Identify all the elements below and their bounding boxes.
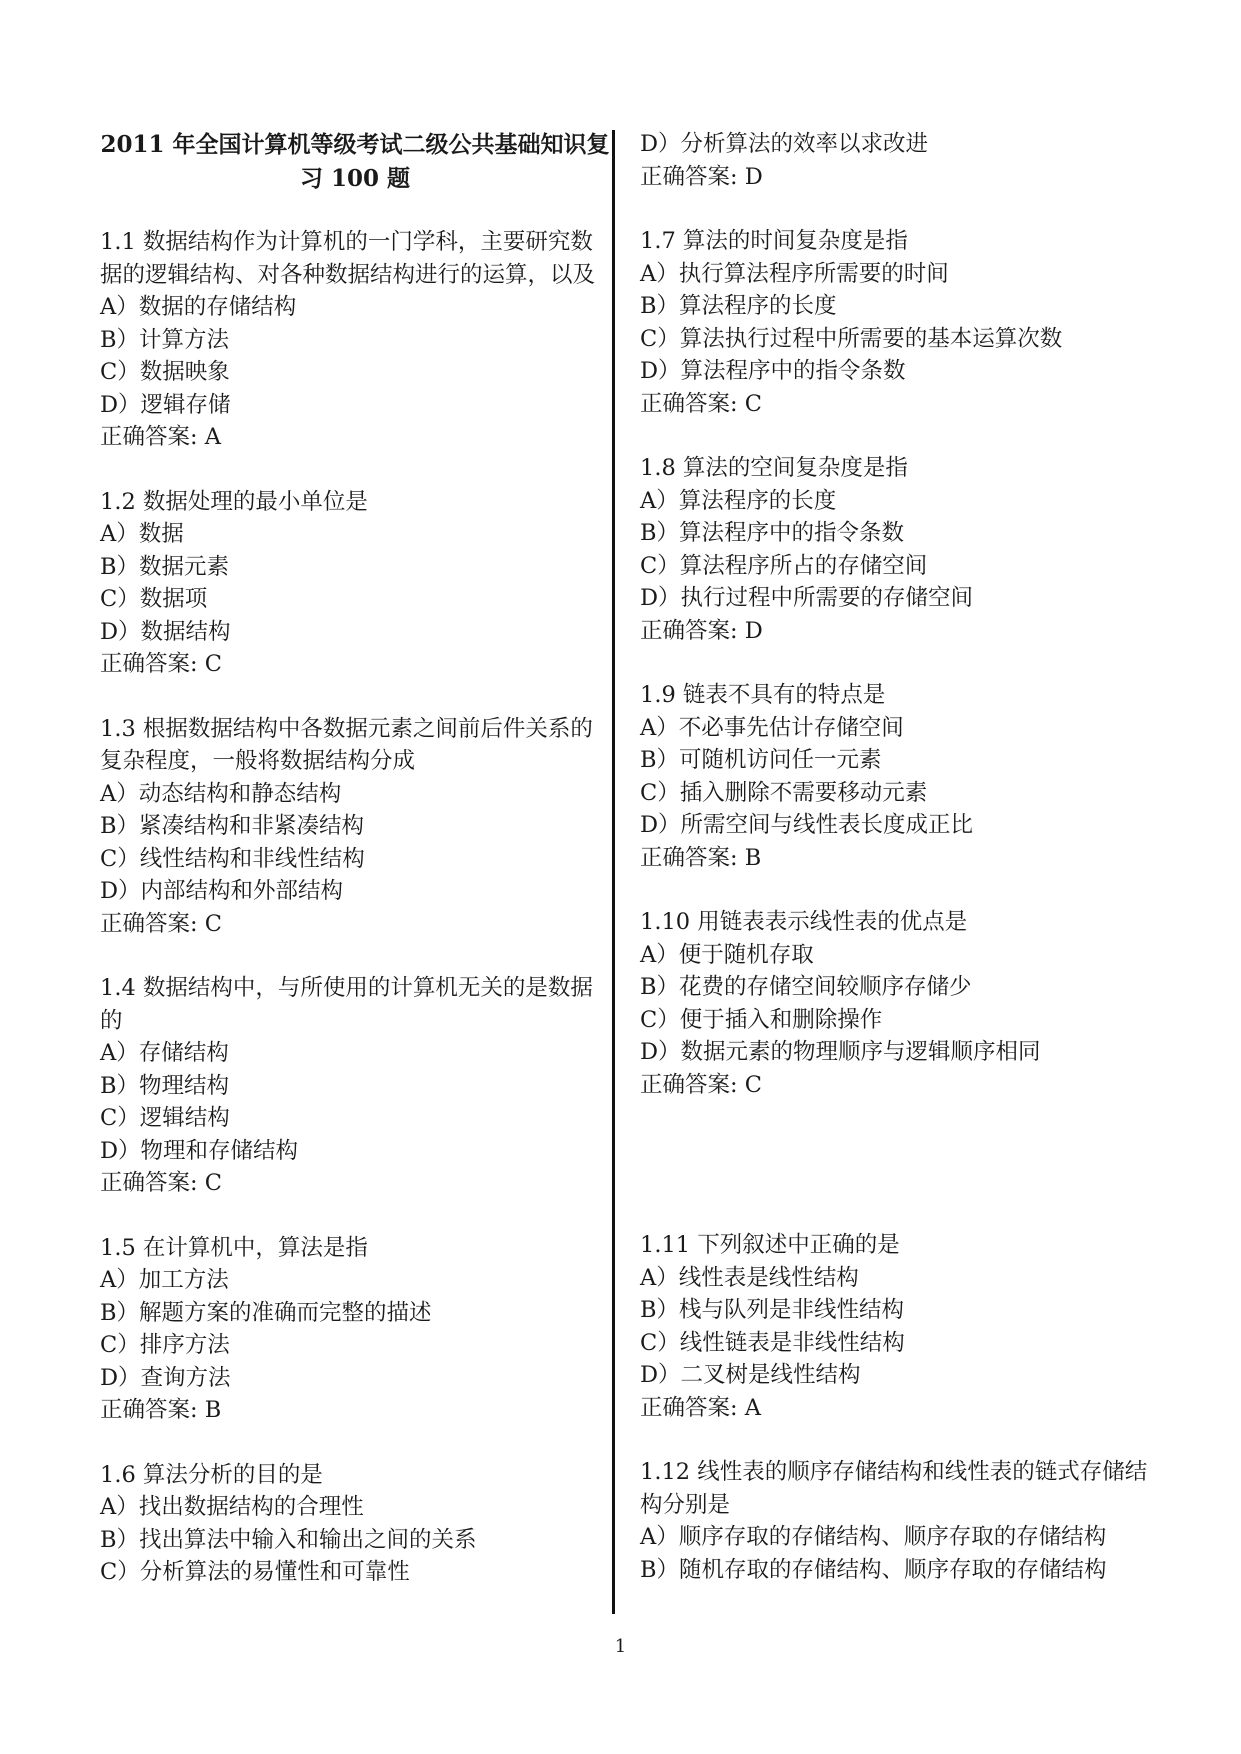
answer: 正确答案: B <box>640 844 762 871</box>
answer: 正确答案: D <box>640 617 763 644</box>
option: A）便于随机存取 <box>640 941 814 968</box>
question-text: 1.1 数据结构作为计算机的一门学科，主要研究数据的逻辑结构、对各种数据结构进行的运算，以及 <box>100 229 596 288</box>
left-column <box>100 128 610 1621</box>
question-text: 1.6 算法分析的目的是 <box>100 1461 323 1488</box>
question-block <box>640 452 1150 647</box>
option: D）逻辑存储 <box>100 391 231 418</box>
option: D）分析算法的效率以求改进 <box>640 131 929 157</box>
option: B）花费的存储空间较顺序存储少 <box>640 974 972 1000</box>
option: B）物理结构 <box>100 1072 230 1099</box>
question-block <box>640 679 1150 874</box>
left-question-list <box>100 226 610 1589</box>
right-question-list-b <box>640 1229 1150 1586</box>
question-block <box>100 713 610 941</box>
answer: 正确答案: A <box>100 424 221 450</box>
question-block <box>100 1459 610 1589</box>
option: C）便于插入和删除操作 <box>640 1006 883 1033</box>
question-text: 1.12 线性表的顺序存储结构和线性表的链式存储结构分别是 <box>640 1459 1148 1518</box>
option: B）紧凑结构和非紧凑结构 <box>100 813 365 839</box>
option: B）计算方法 <box>100 326 230 353</box>
column-divider <box>612 130 615 1614</box>
option: A）存储结构 <box>100 1040 229 1066</box>
question-text: 1.4 数据结构中，与所使用的计算机无关的是数据的 <box>100 975 593 1034</box>
question-block <box>640 1456 1150 1586</box>
option: C）数据映象 <box>100 359 230 385</box>
option: A）加工方法 <box>100 1267 229 1293</box>
question-text: 1.3 根据数据结构中各数据元素之间前后件关系的复杂程度，一般将数据结构分成 <box>100 715 593 774</box>
option: A）线性表是线性结构 <box>640 1264 859 1291</box>
answer: 正确答案: A <box>640 1394 761 1421</box>
question-text: 1.10 用链表表示线性表的优点是 <box>640 909 968 935</box>
question-text: 1.7 算法的时间复杂度是指 <box>640 228 908 254</box>
option: D）执行过程中所需要的存储空间 <box>640 585 974 611</box>
right-column <box>640 128 1150 1618</box>
question-block <box>100 486 610 681</box>
right-question-list-a <box>640 225 1150 1101</box>
option: C）分析算法的易懂性和可靠性 <box>100 1559 410 1585</box>
option: B）栈与队列是非线性结构 <box>640 1297 905 1323</box>
answer: 正确答案: C <box>100 910 222 937</box>
option: D）数据结构 <box>100 618 231 645</box>
option: A）不必事先估计存储空间 <box>640 714 904 741</box>
option: C）线性链表是非线性结构 <box>640 1329 905 1356</box>
option: A）数据的存储结构 <box>100 294 297 320</box>
option: A）找出数据结构的合理性 <box>100 1494 364 1520</box>
option: C）排序方法 <box>100 1332 230 1358</box>
option: A）算法程序的长度 <box>640 487 837 514</box>
option: B）可随机访问任一元素 <box>640 747 882 773</box>
option: C）线性结构和非线性结构 <box>100 845 365 872</box>
answer: 正确答案: C <box>640 390 762 417</box>
option: A）数据 <box>100 521 184 547</box>
option: D）内部结构和外部结构 <box>100 878 344 904</box>
answer: 正确答案: C <box>640 1071 762 1098</box>
column-gap <box>640 1133 1150 1229</box>
option: B）随机存取的存储结构、顺序存取的存储结构 <box>640 1556 1107 1583</box>
answer: 正确答案: D <box>640 163 763 190</box>
option: C）逻辑结构 <box>100 1105 230 1131</box>
option: D）算法程序中的指令条数 <box>640 358 906 384</box>
page-title: 2011 年全国计算机等级考试二级公共基础知识复习 100 题 <box>100 131 610 192</box>
option: D）查询方法 <box>100 1364 231 1391</box>
answer: 正确答案: B <box>100 1397 222 1423</box>
option: C）算法程序所占的存储空间 <box>640 552 928 579</box>
question-block <box>100 226 610 454</box>
option: B）找出算法中输入和输出之间的关系 <box>100 1526 477 1553</box>
option: D）数据元素的物理顺序与逻辑顺序相同 <box>640 1039 1041 1065</box>
question-text: 1.11 下列叙述中正确的是 <box>640 1232 900 1258</box>
option: A）顺序存取的存储结构、顺序存取的存储结构 <box>640 1524 1107 1550</box>
question-text: 1.9 链表不具有的特点是 <box>640 682 886 708</box>
option: C）数据项 <box>100 586 208 612</box>
question-continuation <box>640 128 1150 193</box>
question-text: 1.8 算法的空间复杂度是指 <box>640 455 908 481</box>
question-block <box>640 1229 1150 1424</box>
option: B）数据元素 <box>100 553 230 580</box>
question-text: 1.5 在计算机中，算法是指 <box>100 1234 368 1261</box>
question-block <box>640 906 1150 1101</box>
option: A）动态结构和静态结构 <box>100 780 342 807</box>
question-text: 1.2 数据处理的最小单位是 <box>100 488 368 515</box>
answer: 正确答案: C <box>100 651 222 677</box>
option: B）解题方案的准确而完整的描述 <box>100 1299 432 1326</box>
option: B）算法程序的长度 <box>640 293 837 319</box>
option: D）所需空间与线性表长度成正比 <box>640 812 974 838</box>
option: D）物理和存储结构 <box>100 1137 299 1164</box>
answer: 正确答案: C <box>100 1170 222 1196</box>
option: C）插入删除不需要移动元素 <box>640 779 928 806</box>
page-number: 1 <box>614 1636 627 1657</box>
option: B）算法程序中的指令条数 <box>640 520 905 546</box>
option: C）算法执行过程中所需要的基本运算次数 <box>640 325 1063 352</box>
question-block <box>100 972 610 1200</box>
question-block <box>100 1232 610 1427</box>
question-block <box>640 225 1150 420</box>
option: D）二叉树是线性结构 <box>640 1362 861 1388</box>
option: A）执行算法程序所需要的时间 <box>640 260 949 287</box>
